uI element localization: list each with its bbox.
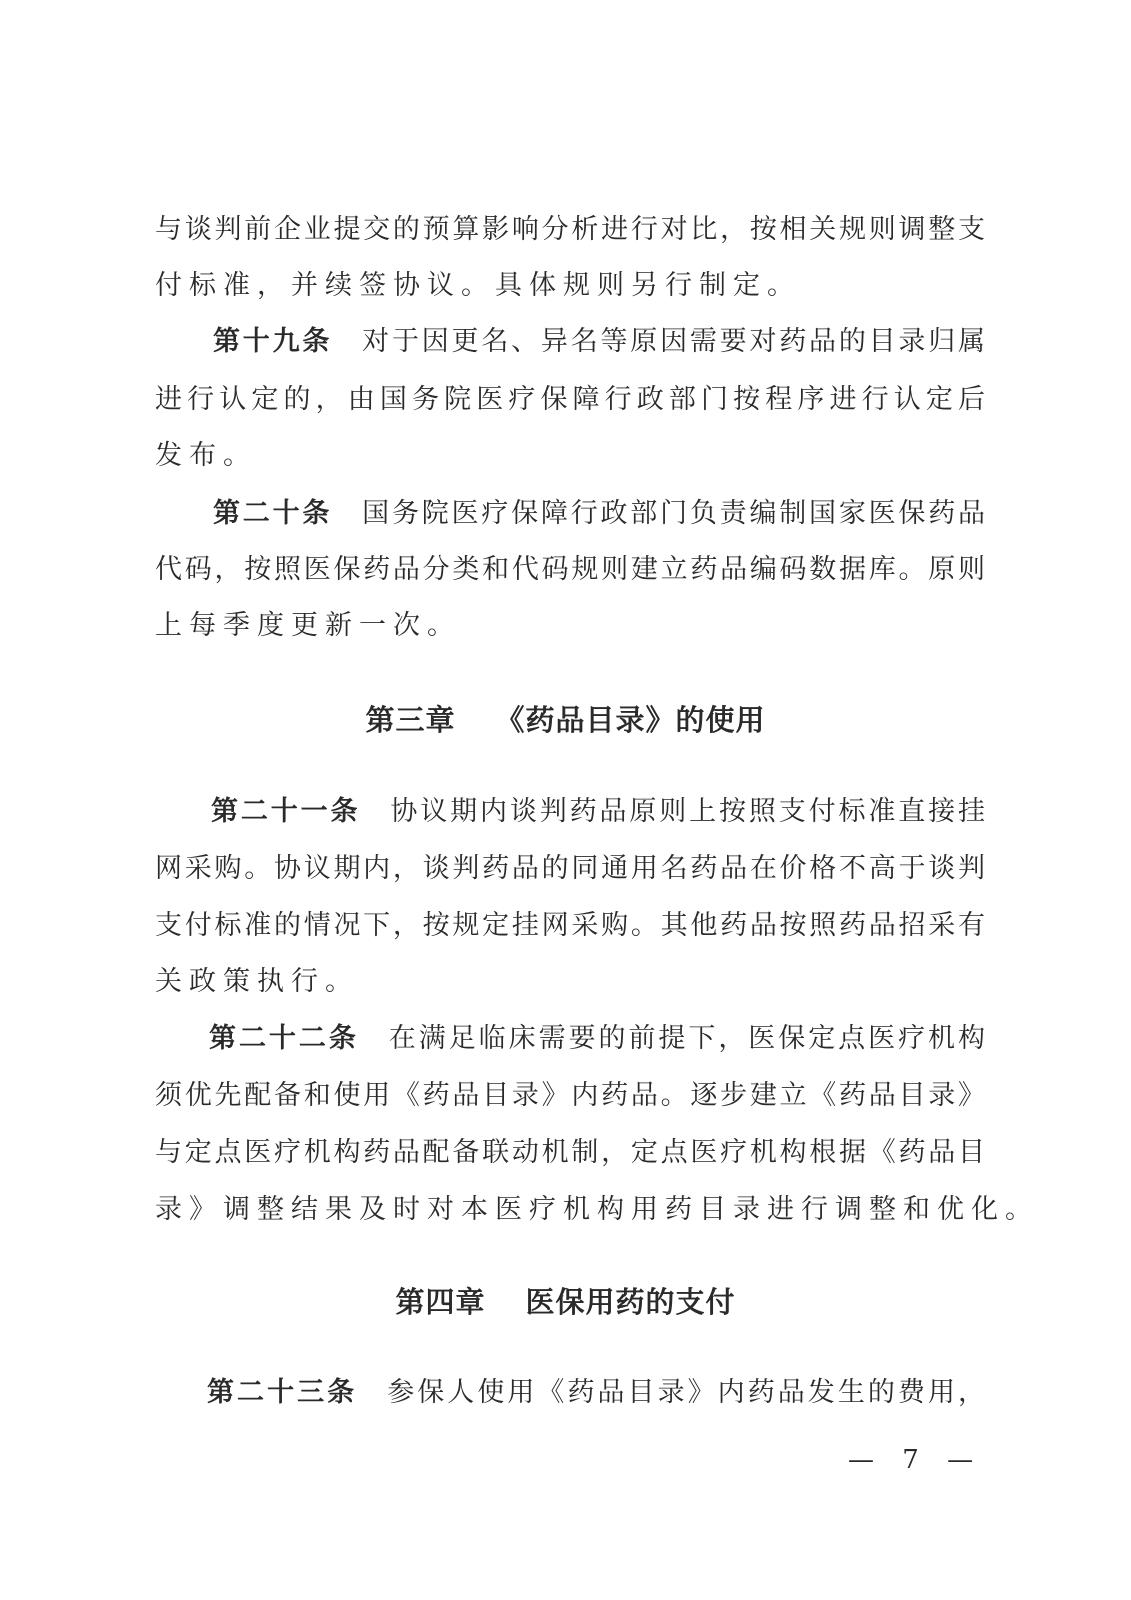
chapter-heading	[0, 700, 1131, 740]
body-text: 参保人使用《药品目录》内药品发生的费用，	[387, 1377, 986, 1408]
article-21-first-line	[211, 792, 985, 832]
body-line: 支付标准的情况下，按规定挂网采购。其他药品按照药品招采有	[155, 910, 985, 941]
chapter-title: 《药品目录》的使用	[495, 703, 766, 737]
body-line: 发布。	[155, 440, 257, 471]
body-text: 在满足临床需要的前提下，医保定点医疗机构	[388, 1023, 986, 1054]
body-line: 关政策执行。	[155, 966, 359, 997]
body-line: 须优先配备和使用《药品目录》内药品。逐步建立《药品目录》	[155, 1080, 985, 1111]
body-line: 网采购。协议期内，谈判药品的同通用名药品在价格不高于谈判	[155, 853, 985, 884]
body-line: 进行认定的，由国务院医疗保障行政部门按程序进行认定后	[155, 384, 985, 415]
body-text: 协议期内谈判药品原则上按照支付标准直接挂	[390, 796, 985, 827]
article-heading: 第二十三条	[207, 1377, 358, 1408]
article-19-first-line	[213, 322, 985, 362]
article-heading: 第二十一条	[211, 796, 361, 827]
body-line: 录》调整结果及时对本医疗机构用药目录进行调整和优化。	[155, 1194, 1039, 1225]
body-line: 代码，按照医保药品分类和代码规则建立药品编码数据库。原则	[155, 554, 985, 585]
article-23-first-line	[207, 1373, 985, 1413]
chapter-number: 第三章	[365, 703, 456, 737]
body-line: 付标准，并续签协议。具体规则另行制定。	[155, 270, 801, 301]
page-number: — 7 —	[848, 1445, 984, 1475]
article-20-first-line	[213, 494, 985, 534]
article-heading: 第二十二条	[209, 1023, 359, 1054]
body-line: 与定点医疗机构药品配备联动机制，定点医疗机构根据《药品目	[155, 1137, 985, 1168]
body-line: 上每季度更新一次。	[155, 610, 461, 641]
body-text: 国务院医疗保障行政部门负责编制国家医保药品	[362, 498, 986, 529]
article-22-first-line	[209, 1019, 985, 1059]
body-line: 与谈判前企业提交的预算影响分析进行对比，按相关规则调整支	[155, 214, 985, 245]
body-text: 对于因更名、异名等原因需要对药品的目录归属	[362, 326, 986, 357]
article-heading: 第十九条	[213, 326, 333, 357]
article-heading: 第二十条	[213, 498, 333, 529]
chapter-number: 第四章	[395, 1285, 486, 1319]
chapter-heading	[0, 1282, 1131, 1322]
chapter-title: 医保用药的支付	[525, 1285, 736, 1319]
